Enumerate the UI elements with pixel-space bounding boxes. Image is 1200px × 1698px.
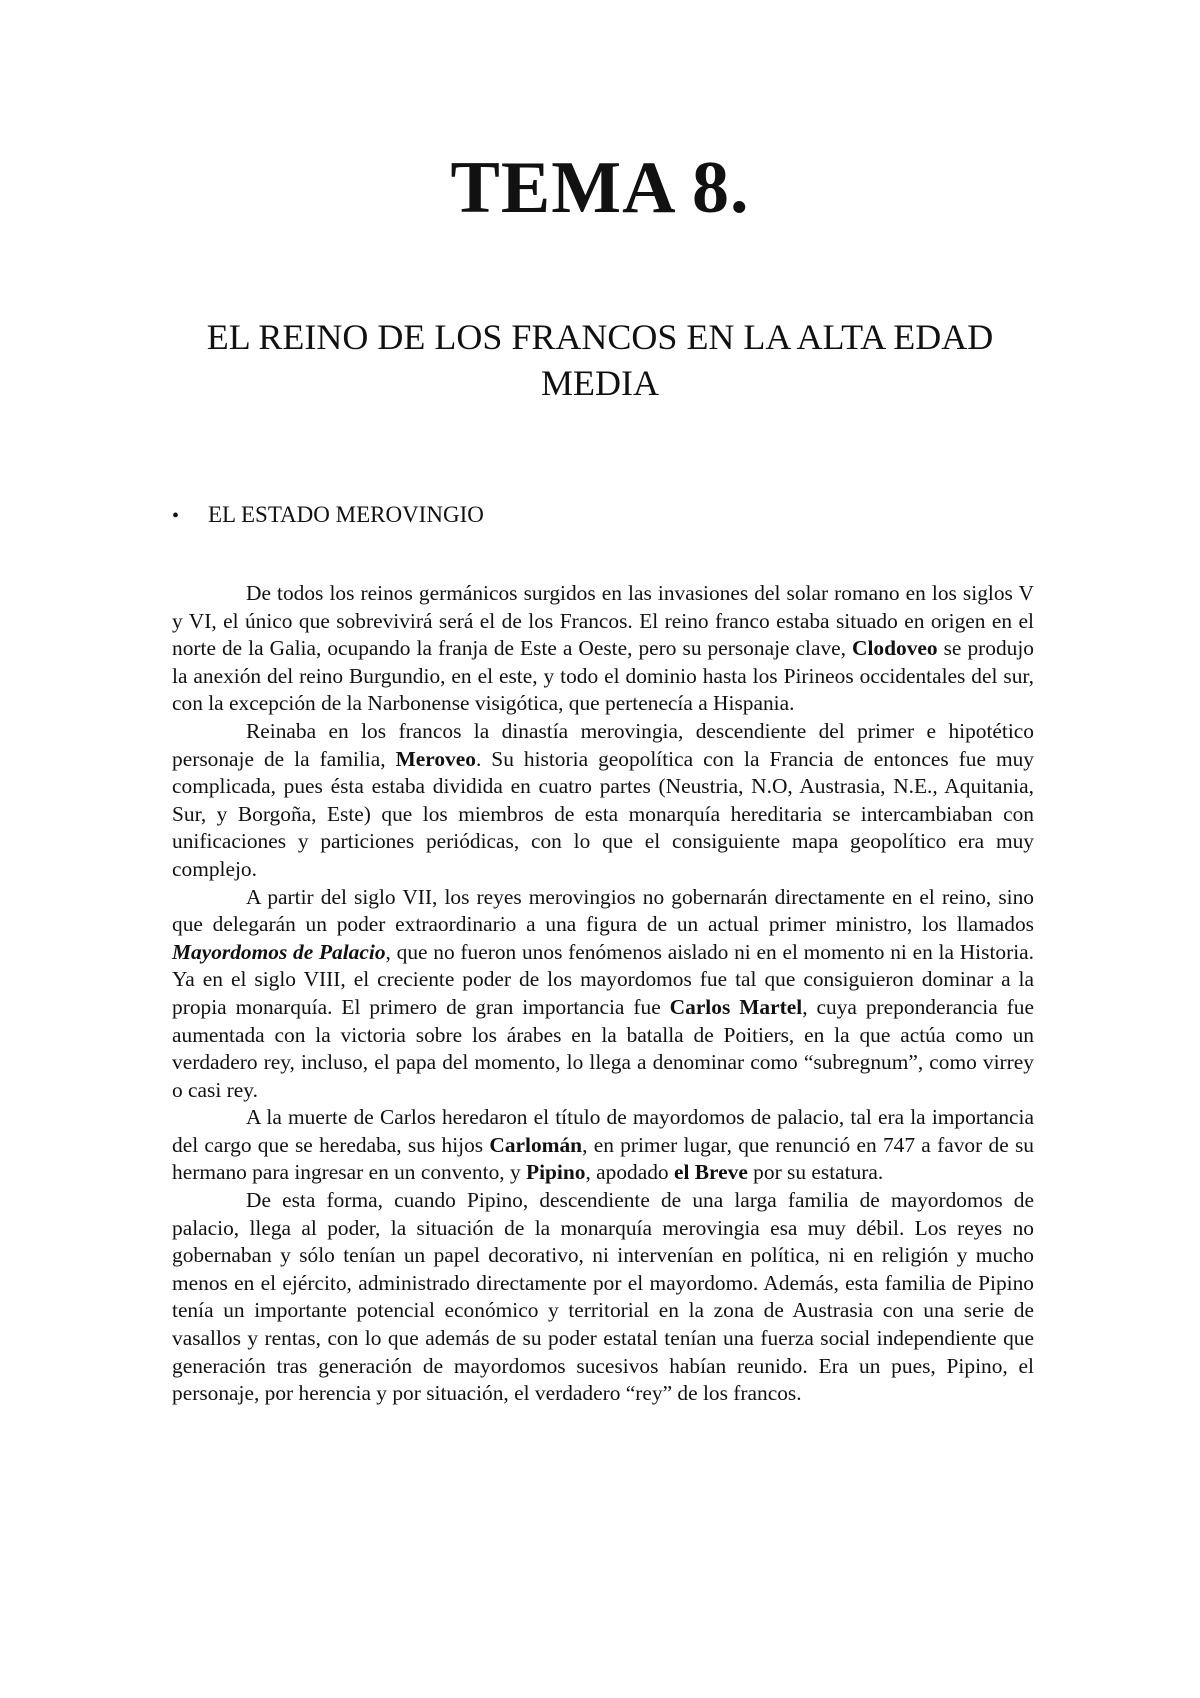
paragraph-5 [172,1187,1034,1408]
bold-term: Pipino [526,1160,586,1185]
bold-term: Carlomán [489,1132,583,1157]
bold-term: Carlos Martel [669,994,803,1019]
paragraph-text: , apodado [585,1160,674,1185]
paragraph-text: A la muerte de Carlos heredaron el título de mayordomos de palacio, tal era la importancia del cargo que se heredaba, sus hijos [172,1105,1034,1157]
bold-italic-term [172,940,386,964]
bold-term: Clodoveo [852,636,938,661]
bold-term: Meroveo [395,746,476,771]
section-heading-text: EL ESTADO MEROVINGIO [208,502,484,527]
paragraph-text: , cuya preponderancia fue aumentada con la victoria sobre los árabes en la batalla de Poitiers, en la que actúa como un verdadero rey, incluso, el papa del momento, lo llega a denominar como “subregnum”, como virrey o casi rey. [172,994,1034,1102]
bold-term: el Breve [673,1160,748,1185]
page-title: TEMA 8. [450,147,750,229]
bullet-icon: • [172,505,180,527]
paragraph-2 [172,718,1034,884]
paragraph-text: A partir del siglo VII, los reyes merovingios no gobernarán directamente en el reino, sino que delegarán un poder extraordinario a una figura de un actual primer ministro, los llamados [172,884,1034,937]
page-subtitle: EL REINO DE LOS FRANCOS EN LA ALTA EDAD MEDIA [206,317,994,403]
section-heading [172,500,484,531]
paragraph-text: se produjo la anexión del reino Burgundio, en el este, y todo el dominio hasta los Pirineos occidentales del sur, con la excepción de la Narbonense visigótica, que pertenecía a Hispania. [172,636,1034,716]
paragraph-text: De todos los reinos germánicos surgidos en las invasiones del solar romano en los siglos V y VI, el único que sobrevivirá será el de los Francos. El reino franco estaba situado en origen en el norte de la Galia, ocupando la franja de Este a Oeste, pero su personaje clave, [172,581,1034,661]
paragraph-text: . Su historia geopolítica con la Francia de entonces fue muy complicada, pues ésta estaba dividida en cuatro partes (Neustria, N.O, Austrasia, N.E., Aquitania, Sur, y Borgoña, Este) que los miembros de esta monarquía hereditaria se intercambiaban con unificaciones y particiones periódicas, con lo que el consiguiente mapa geopolítico era muy complejo. [172,746,1034,881]
paragraph-1 [172,580,1034,718]
body-text [172,580,1034,1408]
paragraph-text: , en primer lugar, que renunció en 747 a favor de su hermano para ingresar en un convento, y [172,1132,1034,1185]
paragraph-text: Reinaba en los francos la dinastía merovingia, descendiente del primer e hipotético personaje de la familia, [172,718,1034,771]
italic-term: Mayordomos de Palacio [172,939,386,964]
paragraph-text: por su estatura. [747,1160,884,1185]
paragraph-3 [172,884,1034,1105]
paragraph-text: De esta forma, cuando Pipino, descendiente de una larga familia de mayordomos de palacio, llega al poder, la situación de la monarquía merovingia esa muy débil. Los reyes no gobernaban y sólo tenían un papel decorativo, ni intervenían en política, ni en religión y mucho menos en el ejército, administrado directamente por el mayordomo. Además, esta familia de Pipino tenía un importante potencial económico y territorial en la zona de Austrasia con una serie de vasallos y rentas, con lo que además de su poder estatal tenían una fuerza social independiente que generación tras generación de mayordomos sucesivos habían reunido. Era un pues, Pipino, el personaje, por herencia y por situación, el verdadero “rey” de los francos. [172,1188,1034,1406]
paragraph-text: , que no fueron unos fenómenos aislado ni en el momento ni en la Historia. Ya en el siglo VIII, el creciente poder de los mayordomos fue tal que consiguieron dominar a la propia monarquía. El primero de gran importancia fue [172,939,1034,1019]
paragraph-4 [172,1104,1034,1187]
